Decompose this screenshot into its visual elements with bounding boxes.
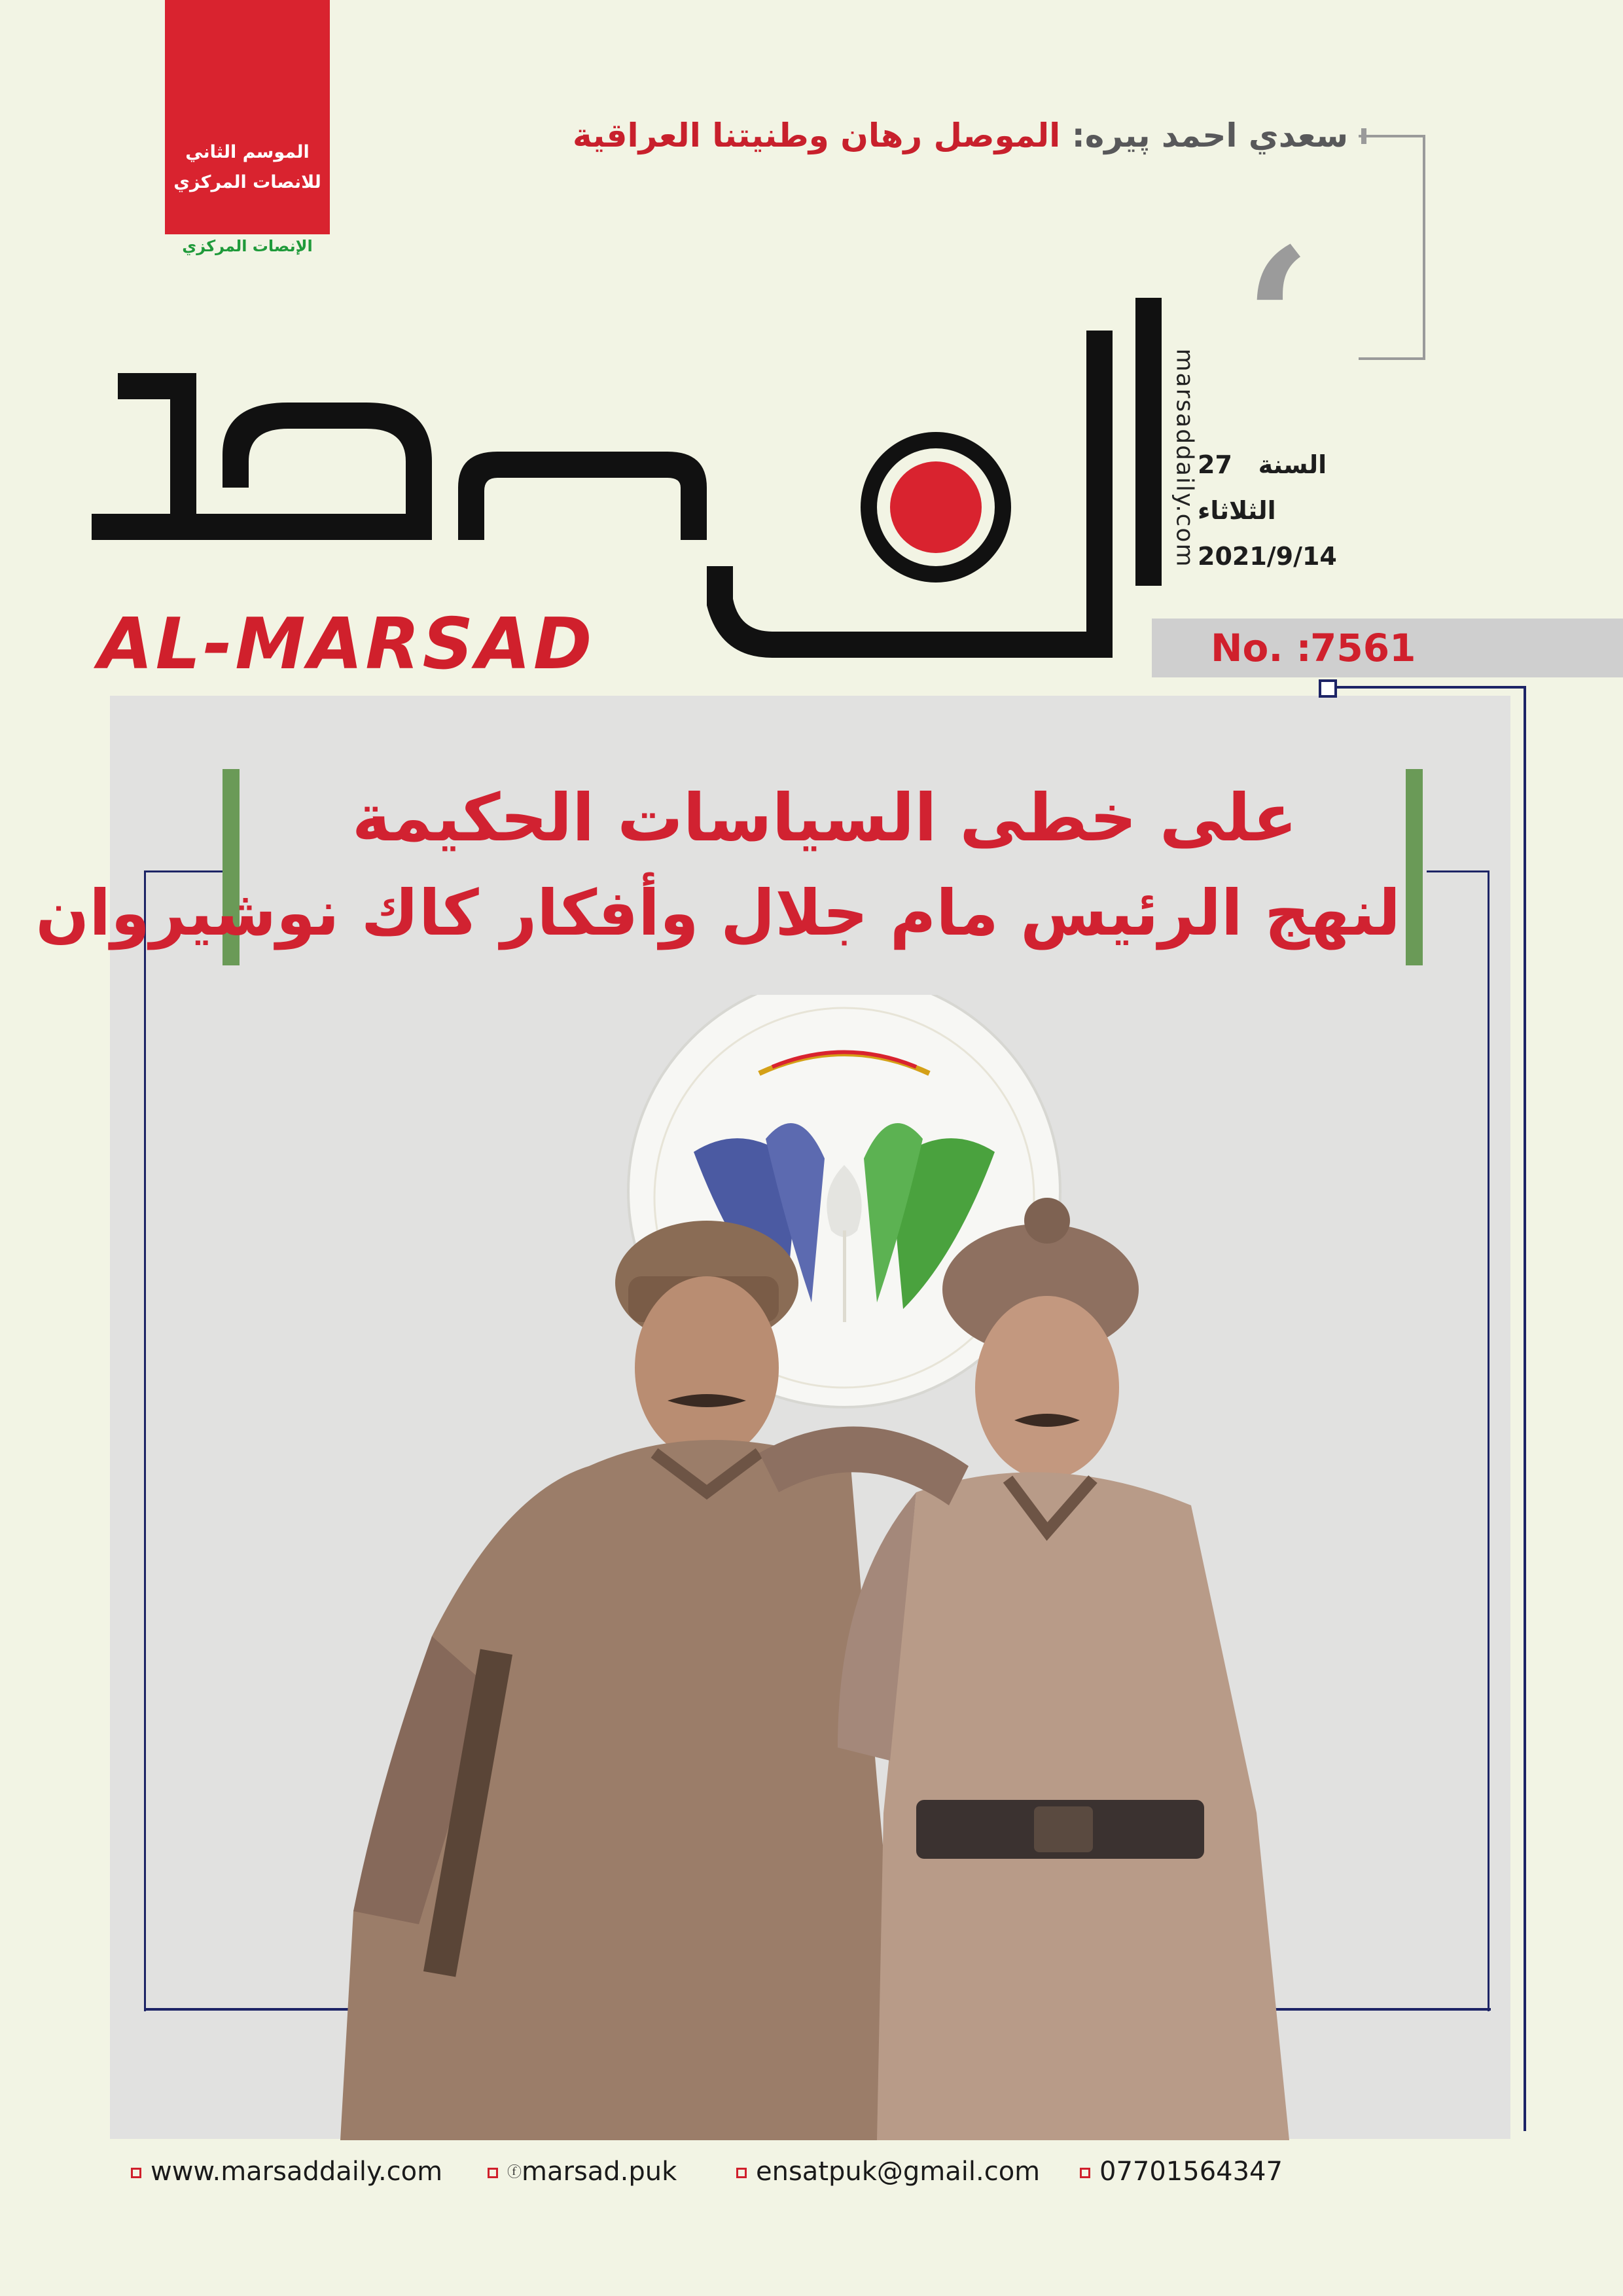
headline-line-1[interactable]: على خطى السياسات الحكيمة <box>351 780 1298 856</box>
issue-date: 2021/9/14 <box>1198 542 1337 571</box>
footer-facebook[interactable]: ⓕmarsad.puk <box>488 2145 677 2199</box>
top-headline[interactable] <box>573 117 1348 154</box>
footer-email[interactable]: ensatpuk@gmail.com <box>736 2145 1040 2198</box>
facebook-icon: ⓕ <box>507 2164 522 2181</box>
badge-sub-logo: الإنصات المركزي <box>182 237 313 255</box>
logo-alef-stroke <box>1135 298 1162 586</box>
bullet-icon <box>488 2168 498 2178</box>
badge-line-2: للانصات المركزي <box>173 172 321 192</box>
footer-phone[interactable]: 07701564347 <box>1080 2145 1283 2198</box>
issue-year-value: 27 <box>1198 450 1232 479</box>
issue-year-row <box>1198 442 1407 488</box>
headline-line-2[interactable]: لنهج الرئيس مام جلال وأفكار كاك نوشيروان <box>35 876 1400 950</box>
logo-red-dot <box>890 461 982 553</box>
issue-day: الثلاثاء <box>1198 496 1276 525</box>
footer-website[interactable]: www.marsaddaily.com <box>131 2145 442 2198</box>
issue-number-label: No. : <box>1211 626 1311 670</box>
website-vertical[interactable]: marsaddaily.com <box>1171 348 1198 568</box>
frame-connector-horizontal <box>1322 686 1525 689</box>
footer-contacts <box>131 2145 1505 2198</box>
top-headline-person: سعدي احمد پيره: <box>1060 117 1348 154</box>
logo-dal-stroke <box>92 373 196 540</box>
bullet-icon <box>131 2168 141 2178</box>
bullet-icon <box>736 2168 747 2178</box>
issue-number: 7561 <box>1310 626 1416 670</box>
headline-bracket-stub <box>1361 128 1366 144</box>
badge-line-1: الموسم الثاني <box>185 142 310 162</box>
top-headline-quote: الموصل رهان وطنيتنا العراقية <box>573 117 1061 154</box>
issue-year-label: السنة <box>1258 450 1327 479</box>
frame-knob <box>1319 679 1337 698</box>
cover-photo <box>340 995 1348 2140</box>
logo-ra-stroke <box>458 452 707 540</box>
season-badge <box>165 0 330 234</box>
brand-english: AL-MARSAD <box>98 603 595 685</box>
frame-connector-vertical <box>1524 686 1526 2131</box>
issue-info <box>1198 442 1407 579</box>
bullet-icon <box>1080 2168 1090 2178</box>
quote-mark-icon: ‘ <box>1243 205 1312 436</box>
headline-bar-right <box>1406 769 1423 965</box>
headline-bracket <box>1359 135 1425 360</box>
